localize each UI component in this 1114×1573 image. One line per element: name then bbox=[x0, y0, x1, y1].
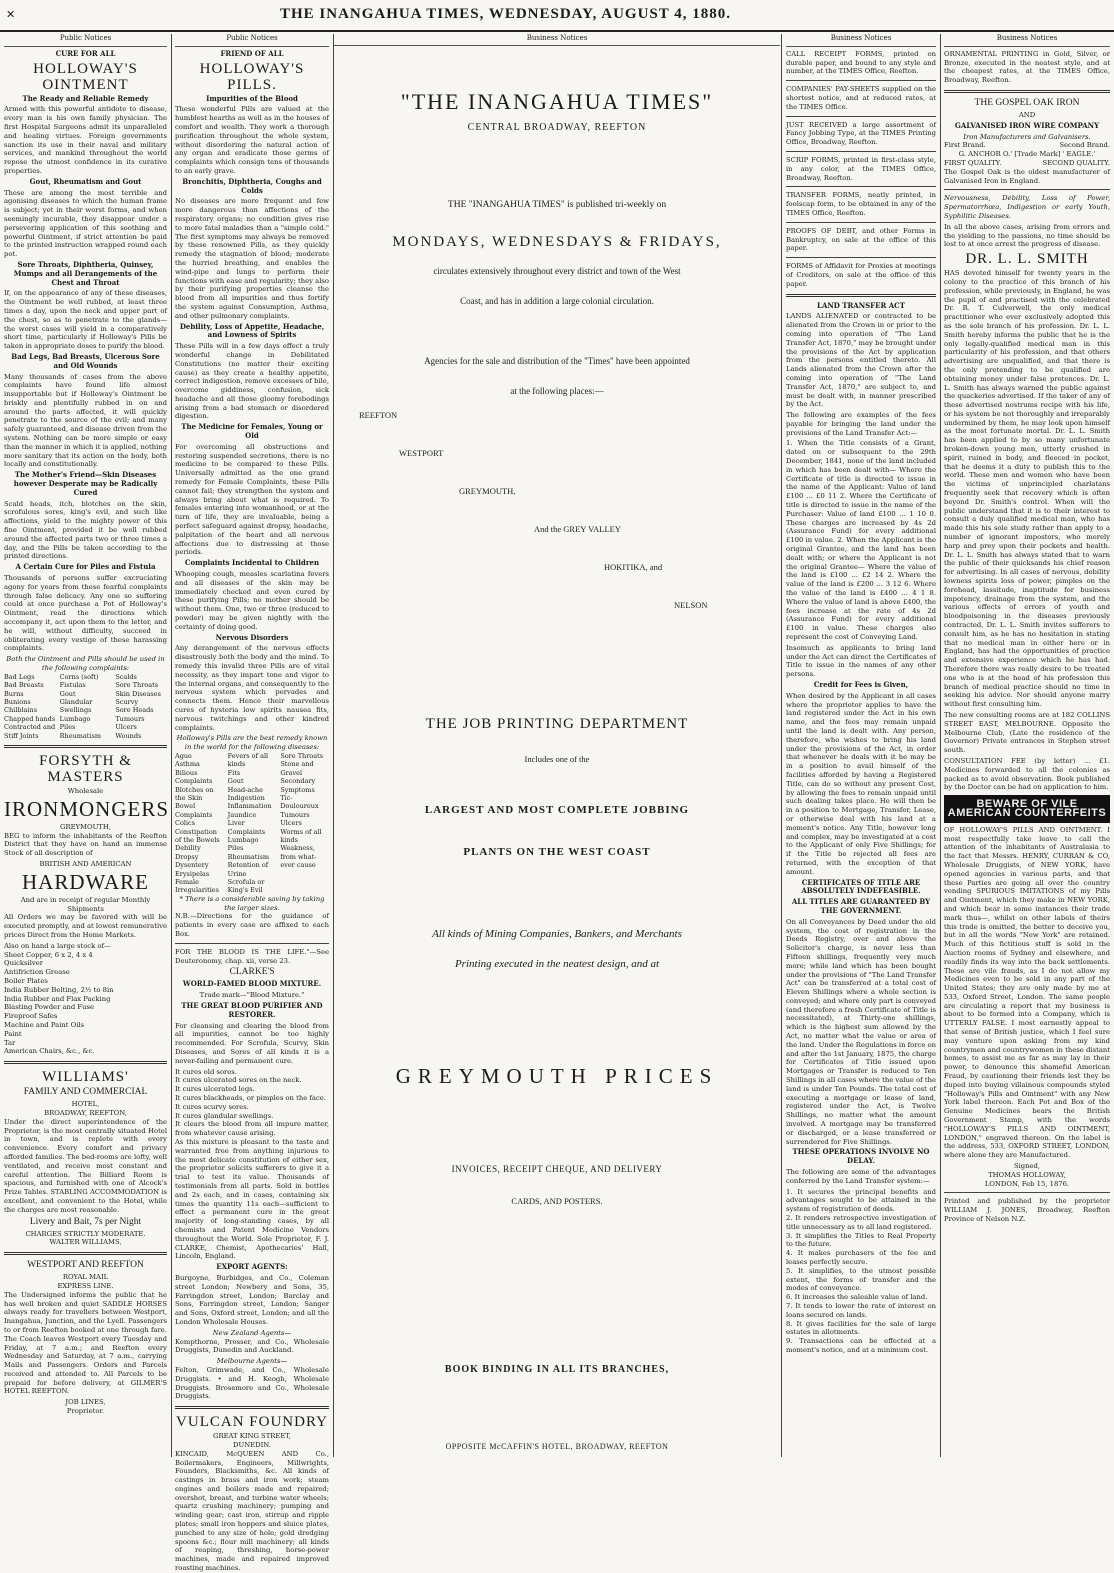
beware-line: BEWARE OF VILE bbox=[976, 798, 1078, 811]
friend-of-all: FRIEND OF ALL bbox=[220, 48, 284, 58]
just-received-notice: JUST RECEIVED a large assortment of Fancy Jobbing Type, at the TIMES Printing Office, Broadway, Reefton. bbox=[786, 120, 936, 147]
column-header: Public Notices bbox=[175, 34, 329, 47]
world-note: Holloway's Pills are the best remedy known in the world for the following diseases: bbox=[176, 734, 328, 752]
separator bbox=[944, 90, 1110, 93]
place-hokitika: HOKITIKA, and bbox=[604, 562, 663, 572]
disease-item: Liver Complaints bbox=[227, 819, 266, 836]
advantage-item: 2. It renders retrospective investigation of title unnecessary as to all land registered. bbox=[786, 1214, 936, 1231]
nz-agents-body: Kempthorne, Prosser, and Co., Wholesale Druggists, Dunedin and Auckland. bbox=[175, 1337, 329, 1355]
disease-item: Ague bbox=[175, 751, 192, 760]
disease-item: Tic-Douloureux bbox=[280, 794, 319, 811]
holloway-pills-title: HOLLOWAY'S PILLS. bbox=[199, 60, 305, 93]
stock-item: India Rubber Belting, 2½ to 8in bbox=[4, 985, 114, 994]
disease-item: Worms of all kinds bbox=[280, 827, 322, 845]
forsyth-body: BEG to inform the inhabitants of the Reefton District that they have on hand an immense Stock of all description of bbox=[4, 831, 167, 858]
credit-body: When desired by the Applicant in all cases where the proprietor applies to have the land registered under the Act in his own name, and the fees may remain unpaid until the land is dealt with. Any person, therefore, who wishes to bring his land under the provisions of the Act, in order that whenever he deals with it he may be in a position to avail himself of the facilities afforded by having a Registered Title, can do so without any present Cost, by allowing the fees to remain unpaid until such dealing takes place. He will then be in a position to Mortgage, Transfer, Lease, or otherwise deal with his land at a moment's notice. Any Title, however long and complex, may be investigated at a cost to the Applicant of only Five Shillings; for if the Title be rejected all fees are returned, with the exception of that amount. bbox=[786, 691, 936, 876]
paper-title: "THE INANGAHUA TIMES" bbox=[400, 89, 714, 114]
place-greymouth: GREYMOUTH, bbox=[459, 486, 516, 496]
quality-row bbox=[944, 159, 1110, 168]
separator bbox=[175, 943, 329, 944]
williams-title: WILLIAMS' bbox=[42, 1069, 129, 1086]
nervousness-heading: Nervousness, Debility, Loss of Power, Spermatorrhœa, Indigestion or early Youth, Syphilitic Diseases. bbox=[944, 194, 1110, 220]
export-agents-body: Burgoyne, Burbidges, and Co., Coleman street London; Newbery and Sons, 35, Farringdon street, London; Barclay and Sons, Farringdon street, London; Sanger and Sons, Oxford street, London; and all the London Wholesale Houses. bbox=[175, 1273, 329, 1326]
ailments-list bbox=[4, 673, 167, 740]
hotel: HOTEL, bbox=[71, 1100, 100, 1109]
london-date: LONDON, Feb 15, 1876. bbox=[984, 1179, 1070, 1188]
ailment-item: Rheumatism bbox=[59, 731, 101, 740]
williams-subtitle: FAMILY AND COMMERCIAL bbox=[23, 1087, 148, 1098]
brand-row bbox=[944, 141, 1110, 150]
vulcan-place: DUNEDIN. bbox=[233, 1440, 271, 1449]
royal-mail: ROYAL MAIL bbox=[62, 1273, 109, 1282]
second-quality: SECOND QUALITY. bbox=[1042, 158, 1110, 167]
females-body: For overcoming all obstructions and restoring suspended secretions, there is no medicine to be compared to these Pills. Universally admitted as the one grand remedy for Female Complaints, these Pills cannot fail; they strengthen the system and always bring about what is required. To females entering into womanhood, or at the turn of life, they are invaluable, being a perfect safeguard against dropsy, headache, palpitation of the heart and all nervous affections due to distressing at those periods. bbox=[175, 442, 329, 557]
column-header: Business Notices bbox=[944, 34, 1110, 47]
galvanised-iron-title: GALVANISED IRON WIRE COMPANY bbox=[954, 120, 1100, 130]
ailment-item: Scurvy bbox=[115, 698, 139, 707]
disease-item: Jaundice bbox=[227, 810, 257, 819]
also-on-hand: Also on hand a large stock of— bbox=[4, 941, 111, 950]
disease-item: Colics bbox=[175, 819, 196, 828]
guaranteed-body: On all Conveyances by Deed under the old system, the cost of registration in the Deeds Registry, over and above the Solicitor's charge, is never less than Fifteen shillings, frequently very much more; while land which has been bought under the provisions of "The Land Transfer Act" can be transferred at a total cost of Eleven Shillings where a whole section is conveyed; and where only part is conveyed (and therefore a fresh Certificate of Title is necessitated), at Thirty-one shillings, which is the highest sum allowed by the Act, no matter what the value or area of the land. Under the Regulations in force on and after the 1st January, 1875, the charge for Certificates of Title issued upon Mortgages or Transfer is reduced to Ten Shillings in all cases where the value of the land is under Ten Pounds. The total cost of executing a mortgage or lease of land, registered under the Act, is Twelve Shillings, no matter what the amount involved. A mortgage may be transferred or discharged, or a lease transferred or surrendered for Five Shillings. bbox=[786, 917, 936, 1146]
advantage-item: 9. Transactions can be effected at a moment's notice, and at a minimum cost. bbox=[786, 1337, 936, 1354]
ailment-item: Swellings bbox=[59, 706, 92, 715]
cards-posters-line: CARDS, AND POSTERS. bbox=[511, 1196, 603, 1206]
consultation-fee: CONSULTATION FEE (by letter) ... £1. Medicines forwarded to all the colonies as packed as to avoid observation. Book published by the Doctor can be had on application to him. bbox=[944, 756, 1110, 792]
paper-address: CENTRAL BROADWAY, REEFTON bbox=[467, 122, 647, 133]
includes-line: Includes one of the bbox=[524, 754, 590, 764]
gout-body: These are among the most terrible and agonising diseases to which the human frame is subject; yet in their worst forms, and when seemingly incurable, they disappear under a persevering application of this soothing and powerful Ointment, if strict attention be paid to the printed instruction wrapped round each pot. bbox=[4, 188, 167, 259]
second-brand: Second Brand. bbox=[1059, 141, 1110, 150]
ailment-item: Chilblains bbox=[4, 706, 38, 715]
call-receipt-notice: CALL RECEIPT FORMS, printed on durable paper, and bound to any style and number, at the TIMES Office, Reefton. bbox=[786, 49, 936, 76]
place-nelson: NELSON bbox=[674, 600, 708, 610]
invoices-line: INVOICES, RECEIPT CHEQUE, AND DELIVERY bbox=[451, 1164, 663, 1174]
masthead-title: THE INANGAHUA TIMES, WEDNESDAY, AUGUST 4, 1880. bbox=[280, 6, 731, 22]
counterfeit-body: OF HOLLOWAY'S PILLS AND OINTMENT. I most respectfully take leave to call the attention of the inhabitants of Australasia to the fact that Messrs. HENRY, CURRAN & CO, Wholesale Druggists, of NEW YORK, have opened agencies in various parts, and that these Parties are going all over the country vending SPURIOUS IMITATIONS of my Pills and Ointment, which they make in NEW YORK, and which bear in some instances their trade mark thus—, whilst on other labels of theirs this trade is omitted, the better to deceive you, but in all the words "New York" are retained. Much of this fictitious stuff is sold in the Auction rooms of Sydney and elsewhere, and readily finds its way into the back settlements. These are vile frauds, as I do not allow my Medicines even to be sold in any part of the United States; they are only made by me at 533, Oxford Street, London. The same people are circulating a report that my business is about to be formed into a Company, which is UTTERLY FALSE. I most earnestly appeal to that sense of British justice, which I feel sure may venture upon asking from my kind countrymen and countrywomen in these distant homes, to assist me as far as may lay in their power, to denounce this shameful American Fraud, by cautioning their friends lest they be duped into buying villainous compounds styled "Holloway's Pills and Ointment" with any New York label thereon. Each Pot and Box of the Genuine Medicines bears the British Government Stamp, with the words "HOLLOWAY'S PILLS AND OINTMENT, LONDON," engraved thereon. On the label is the address, 533, OXFORD STREET, LONDON, where alone they are Manufactured. bbox=[944, 825, 1110, 1160]
dr-smith-body: HAS devoted himself for twenty years in the colony to the practice of this branch of his profession, while previously, in England, he was the pupil of and practised with the celebrated Dr. R. T. Culverwell, the only medical practitioner who ever exclusively adopted this as the sole branch of his profession. Dr. L. L. Smith hereby informs the public that he is the only legally-qualified medical man in this particularity of his profession, and that others advertising are unqualified, and that there is the only pretending to be qualified are obtaining money under false pretences. Dr. L. L. Smith has always warned the public against the quackeries advertised. If the taker of any of these advertised nostrums recipe with his life, or his system be not thoroughly and irreparably undermined by them, he may look upon himself as the most fortunate mortal. Dr. L. L. Smith has been applied to by so many unfortunate broken-down young men, utterly crushed in spirit, ruined in body, and fleeced in pocket, that he deems it a duty to publish this to the world. These men and women who have been the victims of unprincipled charlatans frequently seek that recovery which is often beyond Dr. Smith's control. When will the public understand that it is to their interest to consult a duly qualified medical man, who has made this his sole study rather than apply to a number of ignorant impostors, who merely harp and prey upon their pockets and health. Dr. L. L. Smith has always stated that to warn the public of their quicksands his chief reason for advertising. In all cases of nervous, debility lowness spirits loss of power, pimples on the forehead, lassitude, inaptitude for business impotency, drainage from the system, and the various effects of errors of youth and bloodpoisoning in the diseases previously contracted, Dr. L. L. Smith invites sufferers to consult him, as he has no hesitation in stating that no medical man in either here or in England, has had the opportunities of practice and extensive experience which he has had. Therefore there was really desire to be treated one who is at the head of his profession this branch of medical practice should no time in seeking his advice. Nor should anyone marry without first consulting him. bbox=[944, 269, 1110, 709]
ailment-item: Contracted and Stiff Joints bbox=[4, 723, 56, 740]
ailment-item: Bunions bbox=[4, 698, 31, 707]
disease-item: Piles bbox=[227, 844, 244, 853]
stock-item: Antifriction Grease bbox=[4, 968, 70, 977]
great-blood-purifier: THE GREAT BLOOD PURIFIER AND RESTORER. bbox=[181, 1001, 323, 1019]
ailment-item: Lumbago bbox=[59, 714, 91, 723]
disease-item: Asthma bbox=[175, 760, 200, 769]
holloway-ointment-title: HOLLOWAY'S OINTMENT bbox=[33, 60, 138, 93]
cure-line: It cures blackheads, or pimples on the face. bbox=[175, 1094, 326, 1103]
disease-item: Debility bbox=[175, 844, 201, 853]
disease-item: Gout bbox=[227, 777, 244, 786]
williams-body: Under the direct superintendence of the Proprietor, is the most centrally situated Hotel in town, and is replete with every convenience. Every comfort and privacy afforded families. The bed-rooms are lofty, well ventilated, and receive most constant and careful attention. The Billiard Room is spacious, and furnished with one of Alcock's Prize Tables. STABLING ACCOMMODATION is excellent, and convenient to the Hotel, while the charges are most reasonable. bbox=[4, 1117, 167, 1214]
blood-life-title: FOR THE BLOOD IS THE LIFE."—See Deuteronomy, chap. xii, verse 23. bbox=[175, 947, 329, 965]
ailment-item: Piles bbox=[59, 723, 76, 732]
ailment-item: Sore Heads bbox=[115, 706, 154, 715]
purifier-body: For cleansing and clearing the blood from all impurities, cannot be too highly recommended. For Scrofula, Scurvy, Skin Diseases, and Sores of all kinds it is a never-failing and permanent cure. bbox=[175, 1021, 329, 1065]
cure-for-all: CURE FOR ALL bbox=[55, 48, 116, 58]
cure-line: It clears the blood from all impure matter, from whatever cause arising. bbox=[175, 1120, 329, 1138]
pills-body: These wonderful Pills are valued at the humblest hearths as well as in the houses of comfort and wealth. They work a thorough purification throughout the whole system, without disordering the natural action of any organ and eradicate those germs of complaints which consign tens of thousands to an early grave. bbox=[175, 105, 329, 175]
disease-item: Female Irregularities bbox=[175, 878, 219, 895]
disease-item: Constipation of the Bowels bbox=[175, 827, 220, 845]
ailment-item: Bad Legs bbox=[4, 672, 35, 681]
fees-intro: The following are examples of the fees payable for bringing the land under the provisions of the Land Transfer Act:— bbox=[786, 411, 936, 437]
ailment-item: Gout bbox=[59, 689, 76, 698]
job-department: THE JOB PRINTING DEPARTMENT bbox=[425, 716, 689, 732]
cure-line: It cures glandular swellings. bbox=[175, 1111, 274, 1120]
monthly-shipments: And are in receipt of regular Monthly Shipments bbox=[20, 895, 151, 913]
insomuch-body: Insomuch as applicants to bring land under the Act can direct the Certificates of Title to issue in the names of any other persons. bbox=[786, 643, 936, 679]
circulates-line: circulates extensively throughout every district and town of the West bbox=[433, 266, 681, 276]
impurities-heading: Impurities of the Blood bbox=[206, 93, 298, 103]
land-transfer-act-heading: LAND TRANSFER ACT bbox=[817, 300, 905, 310]
cure-line: It cures ulcerated sores on the neck. bbox=[175, 1076, 302, 1085]
disease-item: Rheumatism bbox=[227, 852, 269, 861]
stock-item: Blasting Powder and Fuse bbox=[4, 1003, 95, 1012]
nervous-body: Any derangement of the nervous effects disastrously both the body and the mind. To remedy this invalid three Pills are of vital necessity, as they impart tone and vigor to the internal organs, and consequently to the nervous system which pervades and connects them. Hence their marvellous cures of hysteria low spirits nausea fits, nervous twitchings and other kindred complaints. bbox=[175, 644, 329, 732]
both-note: Both the Ointment and Pills should be used in the following complaints: bbox=[6, 655, 165, 672]
fees-body: 1. When the Title consists of a Grant, dated on or subsequent to the 29th December, 1841, none of the land included in which has been dealt with— Where the Certificate of title is directed to issue in the name of the Applicant: Value of land £100 ... £0 11 2. Where the Certificate of title is directed to issue in the name of the Purchaser: Value of land £100 ... 1 10 0. These charges are increased by 4s 2d (Assurance Fund) for every additional £100 in value. 2. When the Applicant is the original Grantee, and the land has been dealt with; or where the Applicant is not the original Grantee— Where the value of the land is £100 ... £2 14 2. Where the value of the land is £200 ... 3 12 6. Where the value of the land is £400 ... 4 1 8. Where the value of land is above £400, the fees increase at the rate of 4s 2d (Assurance Fund) for every additional £100 in value. These charges also represent the cost of Conveying Land. bbox=[786, 439, 936, 642]
separator bbox=[786, 294, 936, 297]
nb-note: N.B.—Directions for the guidance of patients in every case are affixed to each Box. bbox=[175, 912, 329, 939]
cures-body: As this mixture is pleasant to the taste and warranted free from anything injurious to the most delicate constitution of either sex, the proprietor solicits sufferers to give it a trial to test its value. Thousands of testimonials from all parts. Sold in bottles and 2s each, and in cases, containing six times the quantity 11s each—sufficient to effect a permanent cure in the great majority of long-standing cases, by all chemists and Patent Medicine Vendors throughout the World. Sole Proprietor, F. J. CLARKE, Chemist, Apothecaries' Hall, Lincoln, England. bbox=[175, 1138, 329, 1261]
corner-mark: ✕ bbox=[6, 8, 16, 21]
stock-item: Tar bbox=[4, 1038, 16, 1047]
agencies-line: Agencies for the sale and distribution of the "Times" have been appointed bbox=[424, 356, 690, 366]
disease-item: Scrofula or King's Evil bbox=[227, 878, 265, 895]
mothers-friend-heading: The Mother's Friend—Skin Diseases however Desperate may be Radically Cured bbox=[13, 470, 158, 497]
largest-line: LARGEST AND MOST COMPLETE JOBBING bbox=[424, 804, 690, 816]
vulcan-foundry-title: VULCAN FOUNDRY bbox=[176, 1414, 328, 1431]
melbourne-agents-body: Felton, Grimwade, and Co., Wholesale Druggists. • and H. Keogh, Wholesale Druggists. Brosemore and Co., Wholesale Druggists. bbox=[175, 1365, 329, 1401]
advantage-item: 5. It simplifies, to the utmost possible extent, the forms of transfer and the modes of conveyance. bbox=[786, 1266, 936, 1293]
forsyth-subtitle: Wholesale bbox=[67, 787, 104, 796]
charges: CHARGES STRICTLY MODERATE. bbox=[25, 1229, 146, 1238]
publication-days: MONDAYS, WEDNESDAYS & FRIDAYS, bbox=[392, 234, 722, 250]
sore-throat-heading: Sore Throats, Diphtheria, Quinsey, Mumps and all Derangements of the Chest and Throat bbox=[13, 259, 158, 287]
column-rule bbox=[171, 34, 172, 1457]
opposite-line: OPPOSITE McCAFFIN'S HOTEL, BROADWAY, REEFTON bbox=[445, 1442, 669, 1451]
column-public-notices-1 bbox=[4, 34, 170, 1457]
british-american: BRITISH AND AMERICAN bbox=[39, 860, 132, 869]
disease-item: Head-ache bbox=[227, 785, 263, 794]
separator bbox=[4, 1252, 167, 1255]
cure-line: It cures scurvy sores. bbox=[175, 1102, 249, 1111]
published-line: THE "INANGAHUA TIMES" is published tri-weekly on bbox=[447, 200, 667, 210]
disease-item: Dropsy bbox=[175, 852, 199, 861]
coast-line: Coast, and has in addition a large colonial circulation. bbox=[460, 296, 654, 306]
gospel-oak-note: The Gospel Oak is the oldest manufacturer of Galvanised Iron in England. bbox=[944, 167, 1110, 185]
scrip-forms-notice: SCRIP FORMS, printed in first-class style, in any color, at the TIMES Office, Broadway, Reefton. bbox=[786, 155, 936, 182]
cure-line: It cures ulcerated legs. bbox=[175, 1085, 255, 1094]
disease-item: Blotches on the Skin bbox=[175, 785, 214, 802]
bronchitis-body: No diseases are more frequent and few more dangerous than affections of the respiratory organs; no condition gives rise to more fatal maladies than a "simple cold." The first symptoms may always be removed by these renowned Pills, as they quickly remedy the stagnation of blood; moderate the hurried breathing, and enables the wind-pipe and lungs to perform their functions with ease and regularity; they also by their purifying properties cleanse the blood from all impurities and thus fortify the system against Consumption, Asthma, and other pulmonary complaints. bbox=[175, 197, 329, 320]
consulting-rooms: The new consulting rooms are at 182 COLLINS STREET EAST, MELBOURNE. Opposite the Melbourne Club, (Late the residence of the Governor) Private entrances in Stephen street south. bbox=[944, 710, 1110, 755]
orders-body: All Orders we may be favored with will be executed promptly, and at lowest remunerative prices Direct from the Home Markets. bbox=[4, 913, 167, 940]
first-brand: First Brand. bbox=[944, 141, 986, 150]
advantage-item: 6. It increases the saleable value of land. bbox=[786, 1293, 928, 1302]
advantage-item: 4. It makes purchasers of the fee and leases perfectly secure. bbox=[786, 1249, 936, 1266]
disease-item: Retention of Urine bbox=[227, 861, 269, 878]
westport-body: The Undersigned informs the public that he has well broken and quiet SADDLE HORSES always ready for travellers between Westport, Inangahua, Junction, and the Lyell. Passengers to or from Reefton booked at one through fare. The Coach leaves Westport every Tuesday and Friday, at 7 a.m.; and Reefton every Wednesday and Saturday, at 7 a.m., carrying Mails and Passengers. Orders and Parcels received and attended to. All Parcels to be prepaid for before delivery, at GILMER'S HOTEL REEFTON. bbox=[4, 1290, 167, 1396]
companies-notice: COMPANIES' PAY-SHEETS supplied on the shortest notice, and at reduced rates, at the TIMES Office. bbox=[786, 85, 936, 111]
stock-item: Paint bbox=[4, 1029, 22, 1038]
disease-item: Dysentery bbox=[175, 861, 209, 870]
separator bbox=[944, 1192, 1110, 1193]
clarkes-title: CLARKE'S bbox=[229, 967, 275, 978]
separator bbox=[786, 186, 936, 187]
ailment-item: Ulcers bbox=[115, 723, 137, 732]
column-public-notices-2 bbox=[175, 34, 329, 1573]
females-heading: The Medicine for Females, Young or Old bbox=[181, 422, 323, 441]
disease-item: Stone and Gravel bbox=[280, 760, 314, 777]
lands-alienated-body: LANDS ALIENATED or contracted to be alienated from the Crown in or prior to the coming into operation of "The Land Transfer Act, 1870," may be brought under the provisions of the Act by application from the persons entitled thereto. All Lands alienated from the Crown after the coming into operation of "The Land Transfer Act, 1870," are subject to, and must be dealt with, in manner prescribed by the Act. bbox=[786, 312, 936, 409]
ailment-item: Bad Breasts bbox=[4, 681, 44, 690]
credit-heading: Credit for Fees is Given, bbox=[813, 680, 909, 689]
trade-mark: Trade mark—"Blood Mixture." bbox=[199, 991, 305, 1000]
column-header: Business Notices bbox=[334, 34, 780, 46]
signed: Signed, bbox=[1013, 1162, 1041, 1171]
disease-item: Indigestion bbox=[227, 794, 265, 802]
disease-item: Erysipelas bbox=[175, 869, 210, 878]
ailment-item: Scalds bbox=[115, 672, 137, 681]
nervous-heading: Nervous Disorders bbox=[215, 632, 289, 642]
brand-description: G. ANCHOR O.' [Trade Mark] ' EAGLE.' bbox=[958, 150, 1096, 159]
westport-title: WESTPORT AND REEFTON bbox=[27, 1260, 144, 1271]
ointment-subtitle: The Ready and Reliable Remedy bbox=[22, 93, 149, 103]
separator bbox=[786, 80, 936, 81]
column-business-notices-1 bbox=[786, 34, 936, 1457]
broadway-reefton: BROADWAY, REEFTON, bbox=[44, 1108, 127, 1117]
disease-item: Weakness, from what-ever cause bbox=[280, 844, 317, 870]
disease-item: Fits bbox=[227, 768, 241, 777]
ironmongers: IRONMONGERS bbox=[4, 796, 170, 821]
gout-heading: Gout, Rheumatism and Gout bbox=[29, 176, 142, 186]
separator bbox=[786, 257, 936, 258]
stock-item: American Chairs, &c., &c. bbox=[4, 1047, 95, 1056]
holloway-signature: THOMAS HOLLOWAY, bbox=[988, 1170, 1066, 1179]
livery: Livery and Bait, 7s per Night bbox=[29, 1216, 142, 1227]
job-lines: JOB LINES, bbox=[65, 1398, 106, 1407]
masthead bbox=[0, 0, 1114, 32]
bad-legs-body: Many thousands of cases from the above complaints have found life almost insupportable but if Holloway's Ointment be briskly and plentifully rubbed in on and around the parts affected, it will quickly penetrate to the source of the evil; and many safely guaranteed, and disease driven from the system. Nothing can be more simple or easy than the manner in which it is applied, nothing more sanitary that its action on the body, both locally and constitutionally. bbox=[4, 372, 167, 469]
no-delay-heading: THESE OPERATIONS INVOLVE NO DELAY. bbox=[792, 1147, 930, 1166]
counterfeits-line: AMERICAN COUNTERFEITS bbox=[947, 806, 1107, 819]
ailment-item: Skin Diseases bbox=[115, 689, 161, 698]
nz-agents-heading: New Zealand Agents— bbox=[212, 1328, 292, 1337]
diseases-list bbox=[175, 752, 329, 895]
transfer-forms-notice: TRANSFER FORMS, neatly printed, in foolscap form, to be obtained in any of the TIMES Office, Reefton. bbox=[786, 191, 936, 217]
hardware: HARDWARE bbox=[22, 869, 149, 894]
advantage-item: 7. It tends to lower the rate of interest on loans secured on lands. bbox=[786, 1301, 936, 1319]
advantage-item: 3. It simplifies the Titles to Real Property to the future. bbox=[786, 1231, 936, 1249]
disease-item: Sore Throats bbox=[280, 751, 324, 760]
stock-item: Quicksilver bbox=[4, 959, 43, 968]
sore-throat-body: If, on the appearance of any of these diseases, the Ointment be well rubbed, at least three times a day, upon the neck and upper part of the chest, so as to penetrate to the glands—the worst cases will yield in a comparatively short time, particularly if Holloway's Pills be taken in appropriate doses to purify the blood. bbox=[4, 289, 167, 351]
debility-heading: Debility, Loss of Appetite, Headache, and Lowness of Spirits bbox=[179, 321, 325, 340]
separator bbox=[786, 151, 936, 152]
ointment-body: Armed with this powerful antidote to disease, every man is his own family physician. The first Hospital Surgeons admit its unparalleled and healing virtues. Foreign governments sanction its use in their naval and military services, and mankind throughout the world repose the utmost confidence in its curative properties. bbox=[4, 105, 167, 175]
printing-line: Printing executed in the neatest design, and at bbox=[454, 958, 660, 970]
counterfeit-banner bbox=[944, 795, 1110, 823]
separator bbox=[944, 189, 1110, 190]
first-quality: FIRST QUALITY. bbox=[944, 158, 1002, 167]
stock-item: Boiler Plates bbox=[4, 977, 48, 985]
column-header: Public Notices bbox=[4, 34, 167, 47]
piles-body: Thousands of persons suffer excruciating agony for years from these fearful complaints through false delicacy. Any one so suffering could at once purchase a Pot of Holloway's Ointment, read the directions which accompany it, act upon them to the letter, and he will, without difficulty, succeed in obliterating every vestige of these harassing complaints. bbox=[4, 574, 167, 653]
debility-body: These Pills will in a few days effect a truly wonderful change in Debilitated Constitutions (no matter their exciting cause) as they create a healthy appetite, correct indigestion, remove excesses of bile, overcome giddiness, confusion, sick headache and all those gloomy forebodings arising from a bad stomach or disordered digestion. bbox=[175, 342, 329, 421]
walter-williams: WALTER WILLIAMS, bbox=[49, 1238, 122, 1247]
ailment-item: Glandular bbox=[59, 698, 93, 707]
vulcan-body: KINCAID, McQUEEN AND Co., Boilermakers, Engineers, Millwrights, Founders, Blacksmiths, &c. All kinds of castings in brass and iron work; steam engines and boilers made and repaired; overshot, breast, and turbine water wheels; quartz crushing machinery; pumping and winding gear; cast iron, stirrup and ripple plates; small iron hoppers and sluice plates, punched to any size of hole; gold dredging spoons &c.; flour mill machinery; all kinds of reaping, threshing, horse-power machines, made and repaired improved roasting machines. bbox=[175, 1449, 329, 1573]
column-rule bbox=[940, 34, 941, 1457]
cure-line: It cures old sores. bbox=[175, 1067, 237, 1076]
ailment-item: Chapped hands bbox=[4, 714, 56, 723]
bronchitis-heading: Bronchitis, Diphtheria, Coughs and Colds bbox=[182, 176, 322, 195]
disease-item: Lumbago bbox=[227, 836, 259, 845]
stock-item: Machine and Paint Oils bbox=[4, 1020, 85, 1029]
gospel-and: AND bbox=[1018, 110, 1036, 119]
ailment-item: Tumours bbox=[115, 714, 145, 723]
advantages-intro: The following are some of the advantages conferred by the Land Transfer system:— bbox=[786, 1168, 936, 1185]
separator bbox=[786, 222, 936, 223]
ornamental-printing-notice: ORNAMENTAL PRINTING in Gold, Silver, or Bronze, executed in the neatest style, and at the cheapest rates, at the TIMES Office, Broadway, Reefton. bbox=[944, 49, 1110, 85]
ailment-item: Wounds bbox=[115, 731, 142, 740]
gospel-oak-title: THE GOSPEL OAK IRON bbox=[974, 97, 1080, 108]
disease-item: Tumours bbox=[280, 810, 310, 819]
greymouth: GREYMOUTH, bbox=[60, 822, 111, 831]
book-binding-line: BOOK BINDING IN ALL ITS BRANCHES, bbox=[444, 1364, 670, 1375]
express-line: EXPRESS LINE. bbox=[57, 1281, 114, 1290]
separator bbox=[4, 1061, 167, 1064]
melbourne-agents-heading: Melbourne Agents— bbox=[216, 1357, 288, 1366]
mothers-friend-body: Scald heads, itch, blotches on the skin, scrofulous sores, king's evil, and such like affections, yield to the mighty power of this fine Ointment, provided it be well rubbed around the affected parts two or three times a day, and the Pills be taken according to the printed directions. bbox=[4, 499, 167, 561]
column-business-notices-2 bbox=[944, 34, 1110, 1457]
proofs-of-debt-notice: PROOFS OF DEBT, and other Forms in Bankruptcy, on sale at the office of this paper. bbox=[786, 226, 936, 253]
proprietor: Proprietor. bbox=[66, 1407, 105, 1416]
nervousness-body: In all the above cases, arising from errors and the yielding to the passions, no time should be lost to at once arrest the progress of disease. bbox=[944, 222, 1110, 249]
blood-mixture-title: WORLD-FAMED BLOOD MIXTURE. bbox=[182, 979, 322, 989]
greymouth-prices: GREYMOUTH PRICES bbox=[395, 1064, 719, 1088]
ailment-item: Corns (soft) bbox=[59, 672, 99, 681]
disease-item: Inflammation bbox=[227, 802, 272, 811]
column-header: Business Notices bbox=[786, 34, 936, 47]
place-reefton: REEFTON bbox=[359, 410, 398, 420]
export-agents-heading: EXPORT AGENTS: bbox=[216, 1262, 288, 1272]
ailment-item: Fistulas bbox=[59, 681, 86, 690]
stock-item: Fireproof Safes bbox=[4, 1012, 58, 1021]
disease-item: Ulcers bbox=[280, 819, 302, 828]
saving-note: * There is a considerable saving by taking the larger sizes. bbox=[179, 894, 325, 912]
stock-item: India Rubber and Flax Packing bbox=[4, 994, 111, 1003]
disease-item: Bilious Complaints bbox=[175, 768, 213, 786]
separator bbox=[175, 1406, 329, 1409]
advantage-item: 8. It gives facilities for the sale of large estates in allotments. bbox=[786, 1319, 936, 1337]
bad-legs-heading: Bad Legs, Bad Breasts, Ulcerous Sore and Old Wounds bbox=[11, 351, 160, 370]
separator bbox=[4, 745, 167, 748]
place-westport: WESTPORT bbox=[399, 448, 444, 458]
dr-smith-title: DR. L. L. SMITH bbox=[965, 251, 1089, 268]
stock-item: Sheet Copper, 6 x 2, 4 x 4 bbox=[4, 950, 93, 959]
piles-heading: A Certain Cure for Piles and Fistula bbox=[15, 562, 156, 572]
children-body: Whooping cough, measles scarlatina fevers and all diseases of the skin may be immediately checked and even cured by these purifying Pills; no mother should be without them. One, two or three (reduced to powder) may be given nightly with the certainty of doing good. bbox=[175, 570, 329, 631]
vulcan-street: GREAT KING STREET, bbox=[213, 1432, 291, 1441]
children-heading: Complaints Incidental to Children bbox=[184, 558, 320, 568]
affidavit-forms-notice: FORMS of Affidavit for Proxies at meetings of Creditors, on sale at the office of this paper. bbox=[786, 262, 936, 288]
times-advertisement bbox=[334, 34, 780, 1457]
certificates-heading: CERTIFICATES OF TITLE ARE ABSOLUTELY INDEFEASIBLE. bbox=[801, 877, 921, 896]
printed-by: Printed and published by the proprietor WILLIAM J. JONES, Broadway, Reefton Province of Nelson N.Z. bbox=[944, 1197, 1110, 1224]
mining-companies-line: All kinds of Mining Companies, Bankers, and Merchants bbox=[432, 928, 682, 940]
place-grey-valley: And the GREY VALLEY bbox=[534, 524, 621, 534]
plants-line: PLANTS ON THE WEST COAST bbox=[463, 846, 651, 858]
column-rule bbox=[781, 34, 782, 1457]
following-places: at the following places:— bbox=[510, 386, 604, 396]
disease-item: Fevers of all kinds bbox=[227, 751, 269, 769]
disease-item: Secondary Symptoms bbox=[280, 777, 316, 794]
ailment-item: Burns bbox=[4, 689, 24, 698]
disease-item: Bowel Complaints bbox=[175, 802, 213, 819]
ailment-item: Sore Throats bbox=[115, 681, 159, 690]
forsyth-title: FORSYTH & MASTERS bbox=[39, 753, 132, 786]
separator bbox=[786, 116, 936, 117]
iron-manufacturers: Iron Manufacturers and Galvanisers. bbox=[963, 132, 1091, 141]
guaranteed-heading: ALL TITLES ARE GUARANTEED BY THE GOVERNMENT. bbox=[791, 897, 931, 915]
advantage-item: 1. It secures the principal benefits and advantages sought to be attained in the system of registration of deeds. bbox=[786, 1187, 936, 1214]
